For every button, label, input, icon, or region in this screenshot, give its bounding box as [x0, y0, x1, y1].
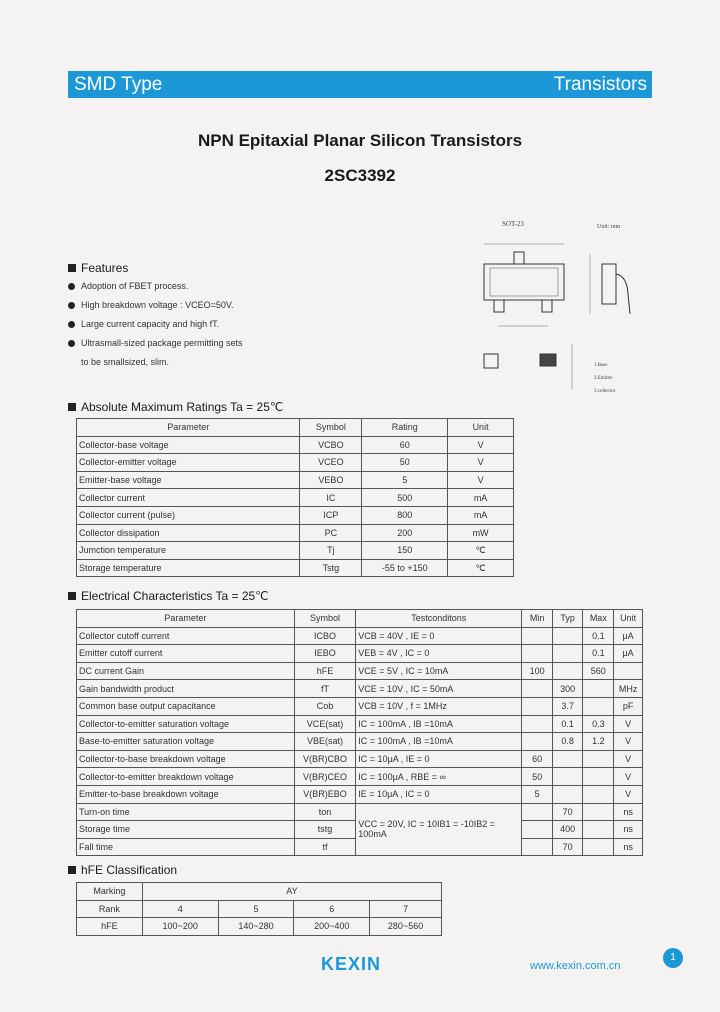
table-cell: [522, 715, 553, 733]
table-cell: 60: [362, 436, 448, 454]
hfe-heading: hFE Classification: [68, 863, 177, 877]
table-cell: [583, 785, 614, 803]
table-cell: [583, 821, 614, 839]
column-header: Min: [522, 610, 553, 628]
table-cell: Collector-base voltage: [77, 436, 300, 454]
table-cell: PC: [300, 524, 362, 542]
table-cell: 200: [362, 524, 448, 542]
table-cell: Collector-to-base breakdown voltage: [77, 750, 295, 768]
table-cell: 50: [522, 768, 553, 786]
table-cell: V: [448, 471, 514, 489]
feature-item: Adoption of FBET process.: [68, 281, 188, 291]
column-header: Typ: [552, 610, 583, 628]
table-cell: VBE(sat): [294, 733, 356, 751]
rank-cell: 6: [294, 900, 370, 918]
table-cell: Collector current (pulse): [77, 506, 300, 524]
table-cell: VEBO: [300, 471, 362, 489]
table-cell: 70: [552, 803, 583, 821]
table-cell: [522, 680, 553, 698]
package-unit: Unit: mm: [597, 224, 621, 230]
table-cell: VCE = 5V , IC = 10mA: [356, 662, 522, 680]
kexin-logo: KEXIN: [321, 954, 382, 974]
table-cell: IC = 100mA , IB =10mA: [356, 715, 522, 733]
table-row: [77, 454, 514, 472]
table-cell: fT: [294, 680, 356, 698]
table-cell: VCEO: [300, 454, 362, 472]
rank-cell: 5: [218, 900, 294, 918]
table-cell: [583, 803, 614, 821]
table-row: [77, 524, 514, 542]
table-row: [77, 506, 514, 524]
table-cell: MHz: [614, 680, 643, 698]
table-cell: 60: [522, 750, 553, 768]
hfe-label: hFE: [77, 918, 143, 936]
table-cell: [614, 662, 643, 680]
table-cell: mA: [448, 506, 514, 524]
table-cell: [583, 680, 614, 698]
table-cell: VCBO: [300, 436, 362, 454]
table-cell: ICP: [300, 506, 362, 524]
table-cell: V: [448, 436, 514, 454]
column-header: Parameter: [77, 419, 300, 437]
table-row: [77, 733, 643, 751]
table-cell: 5: [362, 471, 448, 489]
package-drawing: [462, 214, 662, 404]
marking-value: AY: [142, 883, 441, 901]
table-row: [77, 785, 643, 803]
marking-label: Marking: [77, 883, 143, 901]
table-cell: Emitter-to-base breakdown voltage: [77, 785, 295, 803]
table-cell: [583, 838, 614, 856]
table-cell: V(BR)CEO: [294, 768, 356, 786]
table-row: [77, 627, 643, 645]
table-cell: V(BR)EBO: [294, 785, 356, 803]
table-cell: Fall time: [77, 838, 295, 856]
table-cell: [583, 697, 614, 715]
table-cell: [522, 821, 553, 839]
table-cell: ℃: [448, 559, 514, 577]
table-row: [77, 750, 643, 768]
header-left: SMD Type: [74, 74, 163, 95]
table-cell: Emitter cutoff current: [77, 645, 295, 663]
table-cell: ICBO: [294, 627, 356, 645]
table-cell: 400: [552, 821, 583, 839]
table-cell: [583, 768, 614, 786]
table-cell: Tj: [300, 542, 362, 560]
table-cell: 800: [362, 506, 448, 524]
table-row: [77, 697, 643, 715]
table-cell: IE = 10μA , IC = 0: [356, 785, 522, 803]
table-cell: 500: [362, 489, 448, 507]
column-header: Testconditons: [356, 610, 522, 628]
table-cell: pF: [614, 697, 643, 715]
hfe-cell: 140~280: [218, 918, 294, 936]
table-cell: Storage temperature: [77, 559, 300, 577]
table-cell: V: [614, 785, 643, 803]
feature-item: Large current capacity and high fT.: [68, 319, 219, 329]
table-cell: DC current Gain: [77, 662, 295, 680]
table-cell: 0.3: [583, 715, 614, 733]
abs-max-heading: Absolute Maximum Ratings Ta = 25℃: [68, 400, 283, 414]
column-header: Max: [583, 610, 614, 628]
table-cell: [522, 627, 553, 645]
table-cell: [522, 697, 553, 715]
table-cell: 100: [522, 662, 553, 680]
table-cell: Collector-to-emitter breakdown voltage: [77, 768, 295, 786]
column-header: Unit: [448, 419, 514, 437]
table-cell: 3.7: [552, 697, 583, 715]
table-cell: Collector current: [77, 489, 300, 507]
table-cell: Cob: [294, 697, 356, 715]
table-cell: [552, 750, 583, 768]
table-cell: 5: [522, 785, 553, 803]
table-cell: 150: [362, 542, 448, 560]
table-cell: [522, 838, 553, 856]
page-number: 1: [663, 948, 683, 968]
table-cell: 0.8: [552, 733, 583, 751]
table-cell: hFE: [294, 662, 356, 680]
table-cell: [552, 768, 583, 786]
table-cell: [552, 785, 583, 803]
part-number: 2SC3392: [324, 166, 396, 185]
column-header: Unit: [614, 610, 643, 628]
pin-label: 2.Emitter: [594, 376, 613, 381]
table-cell: V: [614, 715, 643, 733]
rank-label: Rank: [77, 900, 143, 918]
table-cell: 300: [552, 680, 583, 698]
page-title: NPN Epitaxial Planar Silicon Transistors: [197, 131, 523, 150]
table-cell: VCE(sat): [294, 715, 356, 733]
table-row: [77, 489, 514, 507]
table-cell: mW: [448, 524, 514, 542]
switching-condition: VCC = 20V, IC = 10IB1 = -10IB2 = 100mA: [356, 803, 522, 856]
feature-item: High breakdown voltage : VCEO=50V.: [68, 300, 234, 310]
table-cell: [552, 645, 583, 663]
table-cell: 560: [583, 662, 614, 680]
table-cell: IC = 10μA , IE = 0: [356, 750, 522, 768]
table-row: [77, 645, 643, 663]
table-cell: Collector dissipation: [77, 524, 300, 542]
pin-label: 1.Base: [594, 363, 608, 368]
table-cell: VEB = 4V , IC = 0: [356, 645, 522, 663]
table-cell: Emitter-base voltage: [77, 471, 300, 489]
table-cell: VCE = 10V , IC = 50mA: [356, 680, 522, 698]
feature-item: to be smallsized, slim.: [81, 357, 170, 367]
table-cell: mA: [448, 489, 514, 507]
column-header: Rating: [362, 419, 448, 437]
table-cell: IEBO: [294, 645, 356, 663]
table-cell: V: [614, 750, 643, 768]
table-cell: Common base output capacitance: [77, 697, 295, 715]
table-cell: 70: [552, 838, 583, 856]
table-row: [77, 471, 514, 489]
table-cell: 0.1: [552, 715, 583, 733]
header-right: Transistors: [553, 74, 647, 95]
table-cell: [583, 750, 614, 768]
table-row: [77, 559, 514, 577]
package-name: SOT-23: [502, 220, 524, 228]
table-cell: VCB = 10V , f = 1MHz: [356, 697, 522, 715]
table-row: [77, 662, 643, 680]
table-cell: -55 to +150: [362, 559, 448, 577]
table-cell: Base-to-emitter saturation voltage: [77, 733, 295, 751]
table-cell: V: [448, 454, 514, 472]
column-header: Symbol: [300, 419, 362, 437]
table-cell: [522, 803, 553, 821]
table-row: [77, 768, 643, 786]
table-cell: Tstg: [300, 559, 362, 577]
table-row: [77, 715, 643, 733]
table-cell: VCB = 40V , IE = 0: [356, 627, 522, 645]
table-row: [77, 436, 514, 454]
feature-item: Ultrasmall-sized package permitting sets: [68, 338, 243, 348]
table-cell: [552, 662, 583, 680]
table-cell: tf: [294, 838, 356, 856]
table-cell: tstg: [294, 821, 356, 839]
table-cell: V(BR)CBO: [294, 750, 356, 768]
table-cell: Storage time: [77, 821, 295, 839]
table-cell: V: [614, 733, 643, 751]
pin-label: 3.collector: [594, 389, 616, 394]
column-header: Symbol: [294, 610, 356, 628]
table-cell: ton: [294, 803, 356, 821]
table-cell: 50: [362, 454, 448, 472]
table-cell: [552, 627, 583, 645]
abs-max-table: [76, 418, 514, 577]
table-cell: Collector cutoff current: [77, 627, 295, 645]
table-cell: ns: [614, 803, 643, 821]
rank-cell: 7: [370, 900, 442, 918]
column-header: Parameter: [77, 610, 295, 628]
elec-heading: Electrical Characteristics Ta = 25℃: [68, 589, 269, 603]
table-cell: ns: [614, 838, 643, 856]
table-cell: ℃: [448, 542, 514, 560]
table-cell: [522, 733, 553, 751]
table-cell: Collector-to-emitter saturation voltage: [77, 715, 295, 733]
table-cell: V: [614, 768, 643, 786]
hfe-cell: 100~200: [142, 918, 218, 936]
table-cell: ns: [614, 821, 643, 839]
table-cell: Gain bandwidth product: [77, 680, 295, 698]
table-cell: [522, 645, 553, 663]
table-cell: μA: [614, 627, 643, 645]
table-cell: IC = 100mA , IB =10mA: [356, 733, 522, 751]
hfe-cell: 280~560: [370, 918, 442, 936]
rank-cell: 4: [142, 900, 218, 918]
table-cell: IC = 100μA , RBE = ∞: [356, 768, 522, 786]
table-row: [77, 542, 514, 560]
table-cell: IC: [300, 489, 362, 507]
table-row: [77, 680, 643, 698]
table-cell: 0.1: [583, 645, 614, 663]
features-heading: Features: [68, 261, 128, 275]
hfe-cell: 200~400: [294, 918, 370, 936]
table-cell: 1.2: [583, 733, 614, 751]
table-cell: Turn-on time: [77, 803, 295, 821]
table-cell: 0.1: [583, 627, 614, 645]
hfe-table: [76, 882, 442, 936]
table-cell: Collector-emitter voltage: [77, 454, 300, 472]
table-row: [77, 803, 643, 821]
header-banner: [68, 71, 652, 98]
table-cell: Jumction temperature: [77, 542, 300, 560]
table-cell: μA: [614, 645, 643, 663]
elec-table: [76, 609, 643, 856]
footer-url[interactable]: www.kexin.com.cn: [530, 960, 621, 972]
